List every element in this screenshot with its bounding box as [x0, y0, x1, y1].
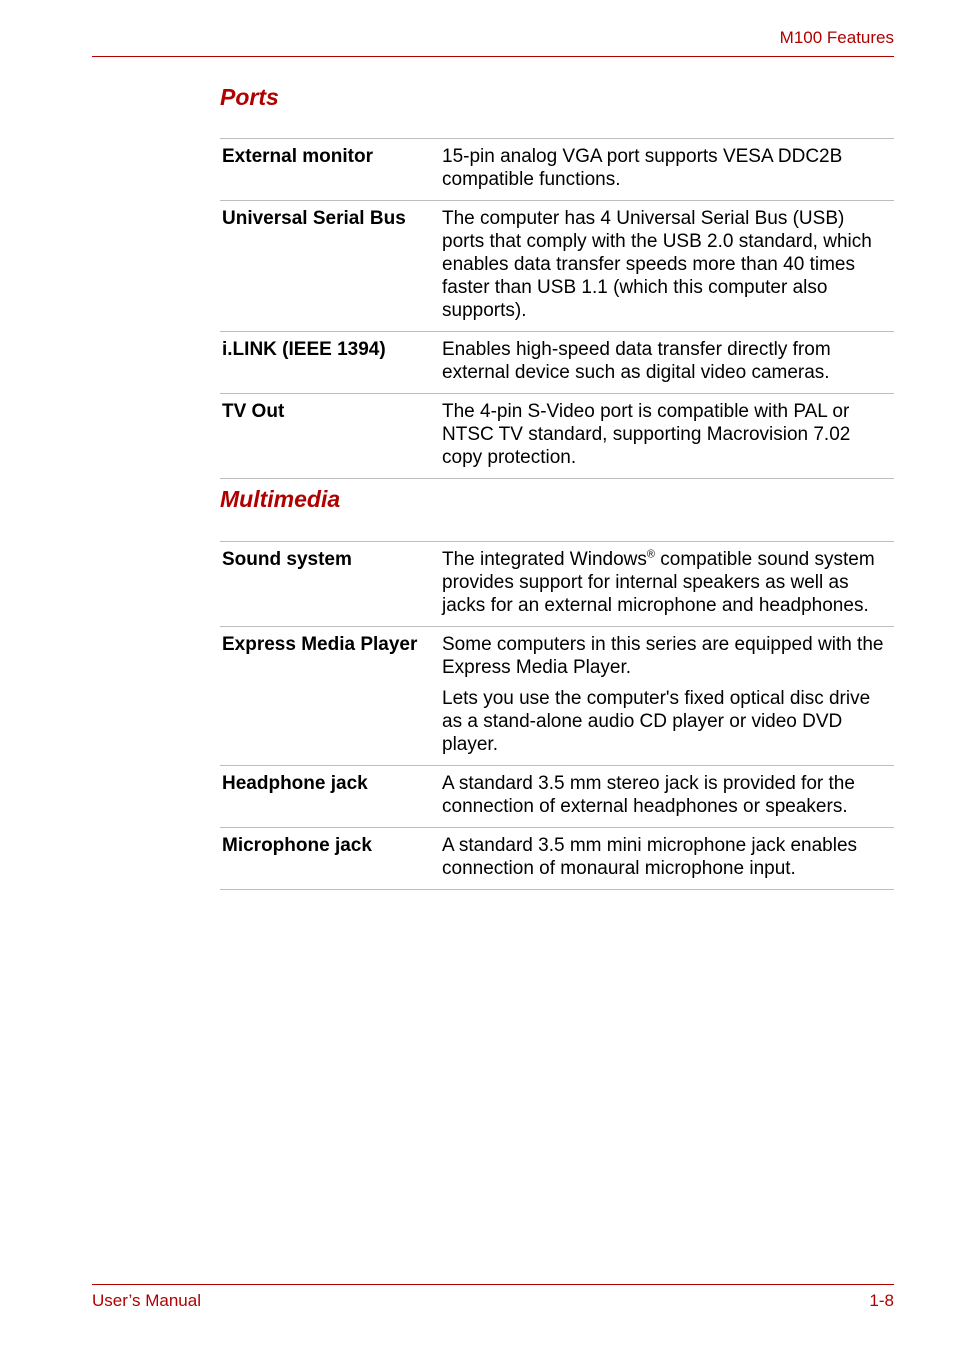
row-term: Universal Serial Bus: [222, 208, 406, 229]
row-term: Express Media Player: [222, 634, 418, 655]
footer-manual-title: User’s Manual: [92, 1291, 201, 1310]
header-rule: [92, 56, 894, 57]
page-number: 1-8: [869, 1291, 894, 1310]
table-row: [220, 332, 894, 394]
description-text-part: The integrated Windows: [442, 549, 647, 570]
table-row: [220, 766, 894, 828]
ports-table: [220, 138, 894, 479]
row-description: [442, 338, 894, 384]
description-text: A standard 3.5 mm stereo jack is provided for the connection of external headphones or speakers.: [442, 773, 855, 817]
row-description: [442, 548, 894, 617]
registered-mark: ®: [646, 548, 655, 561]
row-description: [442, 145, 894, 191]
section-title-multimedia: Multimedia: [220, 486, 341, 512]
table-row: [220, 828, 894, 890]
row-term: TV Out: [222, 401, 285, 422]
description-text: The 4-pin S-Video port is compatible with PAL or NTSC TV standard, supporting Macrovision 7.02 copy protection.: [442, 401, 851, 468]
running-header: M100 Features: [779, 28, 894, 47]
row-description: [442, 633, 894, 756]
table-row: [220, 394, 894, 479]
row-term: i.LINK (IEEE 1394): [222, 339, 386, 360]
description-text: Enables high-speed data transfer directly from external device such as digital video cameras.: [442, 339, 831, 383]
table-row: [220, 201, 894, 332]
footer-rule: [92, 1284, 894, 1285]
multimedia-table: [220, 541, 894, 890]
description-text: The computer has 4 Universal Serial Bus (USB) ports that comply with the USB 2.0 standard, which enables data transfer speeds more than 40 times faster than USB 1.1 (which this computer also supports).: [442, 208, 872, 321]
description-text: 15-pin analog VGA port supports VESA DDC2B compatible functions.: [442, 146, 843, 190]
description-text: Some computers in this series are equipped with the Express Media Player.: [442, 634, 884, 678]
row-term: Headphone jack: [222, 773, 368, 794]
table-row: [220, 542, 894, 627]
row-term: External monitor: [222, 146, 373, 167]
table-row: [220, 139, 894, 201]
row-description: [442, 400, 894, 469]
description-text: Lets you use the computer's fixed optical disc drive as a stand-alone audio CD player or video DVD player.: [442, 688, 871, 755]
row-term: Microphone jack: [222, 835, 372, 856]
description-text-part: compatible sound system provides support for internal speakers as well as jacks for an external microphone and headphones.: [442, 549, 875, 616]
description-text: [442, 548, 890, 617]
table-row: [220, 627, 894, 766]
description-text: A standard 3.5 mm mini microphone jack enables connection of monaural microphone input.: [442, 835, 858, 879]
row-description: [442, 772, 894, 818]
row-description: [442, 207, 894, 322]
section-title-ports: Ports: [220, 84, 279, 110]
row-term: Sound system: [222, 549, 352, 570]
row-description: [442, 834, 894, 880]
